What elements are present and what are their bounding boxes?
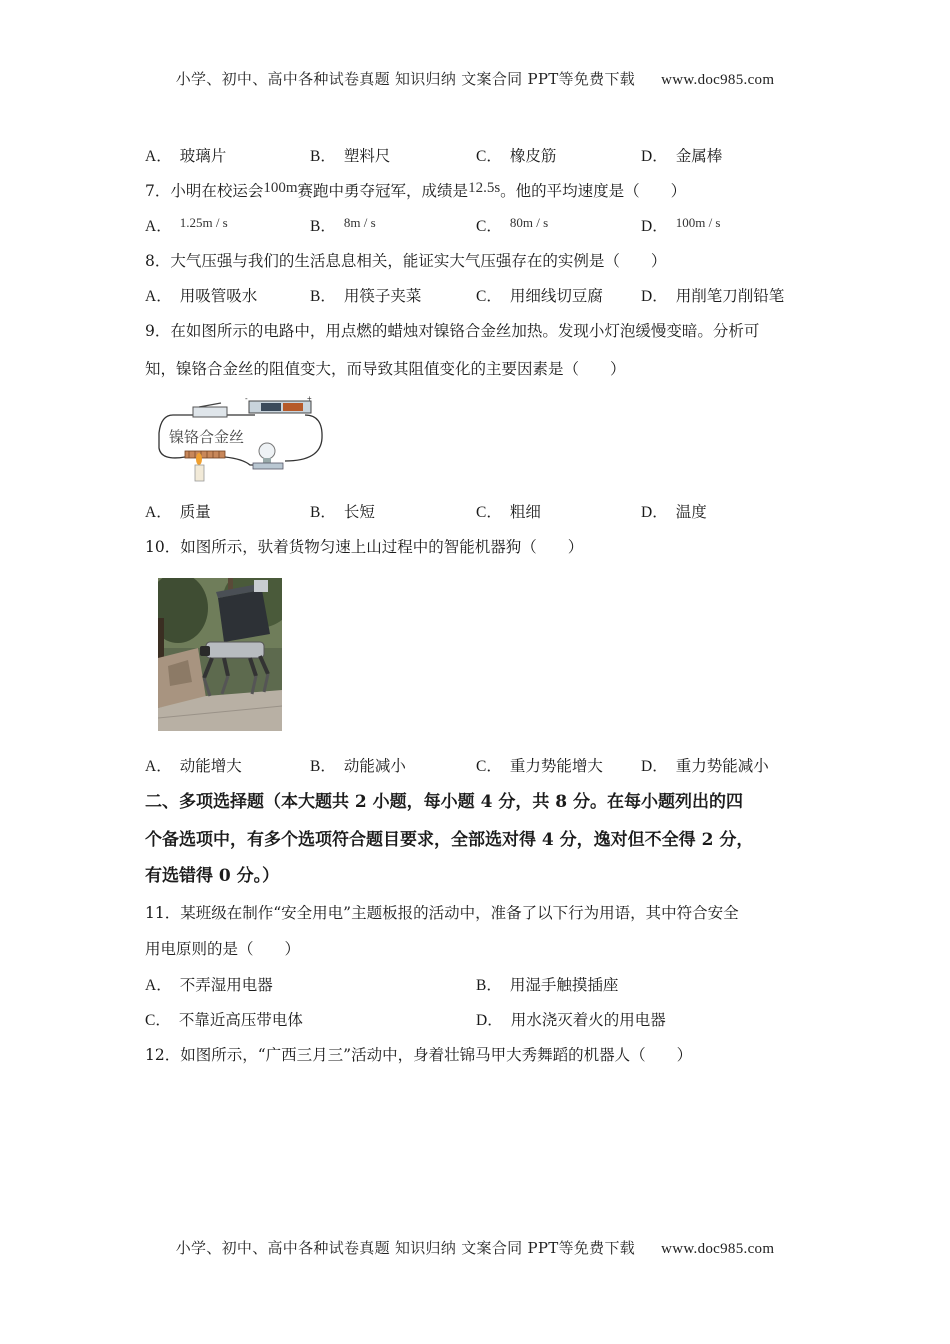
- option-text: 重力势能增大: [509, 757, 603, 775]
- q8-option-d[interactable]: [641, 285, 784, 308]
- q9-option-a[interactable]: [145, 501, 211, 524]
- option-key: C．: [476, 758, 502, 775]
- q10-stem: 10．如图所示，驮着货物匀速上山过程中的智能机器狗（ ）: [145, 538, 584, 556]
- option-key: B．: [310, 218, 336, 235]
- option-text: 橡皮筋: [509, 147, 557, 165]
- q7-option-a[interactable]: [145, 215, 228, 238]
- option-key: D．: [641, 218, 668, 235]
- bulb-icon: [259, 443, 275, 459]
- candle-icon: [195, 465, 204, 481]
- option-key: A．: [145, 504, 172, 521]
- q7-option-b[interactable]: [310, 215, 376, 238]
- svg-text:+: +: [307, 394, 312, 403]
- option-key: C．: [476, 148, 502, 165]
- option-text: 用水浇灭着火的用电器: [510, 1011, 666, 1029]
- option-text: 100m / s: [675, 215, 721, 230]
- q10-option-a[interactable]: [145, 755, 242, 778]
- q7-time: 12.5s: [468, 180, 501, 196]
- q9-stem-line-1: 9．在如图所示的电路中，用点燃的蜡烛对镍铬合金丝加热。发现小灯泡缓慢变暗。分析可: [145, 322, 760, 340]
- option-text: 塑料尺: [343, 147, 391, 165]
- option-text: 粗细: [509, 503, 541, 521]
- q11-option-b[interactable]: [476, 974, 618, 997]
- section-heading-line-3: 有选错得 0 分。）: [145, 866, 280, 886]
- option-key: B．: [310, 504, 336, 521]
- option-text: 玻璃片: [179, 147, 227, 165]
- header-text: 小学、初中、高中各种试卷真题 知识归纳 文案合同 PPT等免费下载: [175, 70, 636, 88]
- q11-option-d[interactable]: [476, 1009, 666, 1032]
- option-key: B．: [310, 148, 336, 165]
- option-text: 1.25m / s: [179, 215, 228, 230]
- wire-right: [285, 415, 322, 461]
- footer-text: 小学、初中、高中各种试卷真题 知识归纳 文案合同 PPT等免费下载: [175, 1239, 636, 1257]
- q7-distance: 100m: [263, 180, 298, 196]
- option-text: 温度: [675, 503, 707, 521]
- switch-icon: [193, 407, 227, 417]
- option-key: D．: [476, 1012, 503, 1029]
- q12-stem: 12．如图所示，“广西三月三”活动中，身着壮锦马甲大秀舞蹈的机器人（ ）: [145, 1046, 693, 1064]
- option-text: 8m / s: [343, 215, 376, 230]
- q8-option-b[interactable]: [310, 285, 421, 308]
- option-key: C．: [145, 1012, 171, 1029]
- bulb-base: [253, 463, 283, 469]
- option-key: D．: [641, 504, 668, 521]
- option-key: C．: [476, 504, 502, 521]
- q8-stem: 8．大气压强与我们的生活息息相关，能证实大气压强存在的实例是（ ）: [145, 252, 667, 270]
- option-text: 重力势能减小: [675, 757, 769, 775]
- option-key: A．: [145, 758, 172, 775]
- option-text: 不弄湿用电器: [179, 976, 273, 994]
- option-text: 用吸管吸水: [179, 287, 258, 305]
- q6-option-c[interactable]: [476, 145, 556, 168]
- candle-flame-icon: [196, 453, 202, 465]
- q6-option-d[interactable]: [641, 145, 722, 168]
- option-text: 80m / s: [509, 215, 549, 230]
- section-heading-line-2: 个备选项中，有多个选项符合题目要求，全部选对得 4 分，逸对但不全得 2 分，: [145, 830, 754, 850]
- q8-option-c[interactable]: [476, 285, 603, 308]
- svg-text:-: -: [245, 394, 248, 403]
- option-text: 动能增大: [179, 757, 242, 775]
- option-text: 用细线切豆腐: [509, 287, 603, 305]
- q10-option-d[interactable]: [641, 755, 769, 778]
- option-key: A．: [145, 977, 172, 994]
- circuit-diagram: [155, 393, 327, 485]
- section-heading-line-1: 二、多项选择题（本大题共 2 小题，每小题 4 分，共 8 分。在每小题列出的四: [145, 792, 743, 812]
- footer-site: www.doc985.com: [661, 1241, 775, 1257]
- option-text: 用筷子夹菜: [343, 287, 422, 305]
- q8-option-a[interactable]: [145, 285, 257, 308]
- q7-stem: [145, 180, 686, 203]
- wire-bottom: [225, 457, 255, 465]
- q9-option-b[interactable]: [310, 501, 375, 524]
- header-site: www.doc985.com: [661, 72, 775, 88]
- option-key: C．: [476, 288, 502, 305]
- q11-stem-line-2: 用电原则的是（ ）: [145, 940, 301, 958]
- option-key: A．: [145, 218, 172, 235]
- option-key: B．: [476, 977, 502, 994]
- option-text: 质量: [179, 503, 211, 521]
- q9-option-c[interactable]: [476, 501, 541, 524]
- q11-option-a[interactable]: [145, 974, 273, 997]
- q7-text-3: 。他的平均速度是（ ）: [500, 182, 687, 200]
- q7-option-c[interactable]: [476, 215, 548, 238]
- q10-option-c[interactable]: [476, 755, 603, 778]
- q10-option-b[interactable]: [310, 755, 406, 778]
- option-key: D．: [641, 288, 668, 305]
- option-key: D．: [641, 148, 668, 165]
- option-key: A．: [145, 288, 172, 305]
- q11-stem-line-1: 11．某班级在制作“安全用电”主题板报的活动中，准备了以下行为用语，其中符合安全: [145, 904, 739, 922]
- q11-option-c[interactable]: [145, 1009, 303, 1032]
- q9-option-d[interactable]: [641, 501, 707, 524]
- option-key: A．: [145, 148, 172, 165]
- option-key: D．: [641, 758, 668, 775]
- option-text: 长短: [343, 503, 375, 521]
- option-text: 用湿手触摸插座: [509, 976, 619, 994]
- q6-option-b[interactable]: [310, 145, 390, 168]
- q6-option-a[interactable]: [145, 145, 226, 168]
- page-header: [0, 68, 950, 89]
- option-text: 动能减小: [343, 757, 406, 775]
- page-footer: [0, 1237, 950, 1258]
- q7-text-2: 赛跑中勇夺冠军，成绩是: [297, 182, 469, 200]
- q7-text-1: 7．小明在校运会: [145, 182, 264, 200]
- option-text: 不靠近高压带电体: [178, 1011, 303, 1029]
- q9-stem-line-2: 知，镍铬合金丝的阻值变大，而导致其阻值变化的主要因素是（ ）: [145, 360, 626, 378]
- option-text: 用削笔刀削铅笔: [675, 287, 785, 305]
- robot-dog-photo: [158, 578, 282, 731]
- option-key: B．: [310, 288, 336, 305]
- option-key: C．: [476, 218, 502, 235]
- option-text: 金属棒: [675, 147, 723, 165]
- q7-option-d[interactable]: [641, 215, 721, 238]
- option-key: B．: [310, 758, 336, 775]
- figure-label: 镍铬合金丝: [169, 428, 245, 446]
